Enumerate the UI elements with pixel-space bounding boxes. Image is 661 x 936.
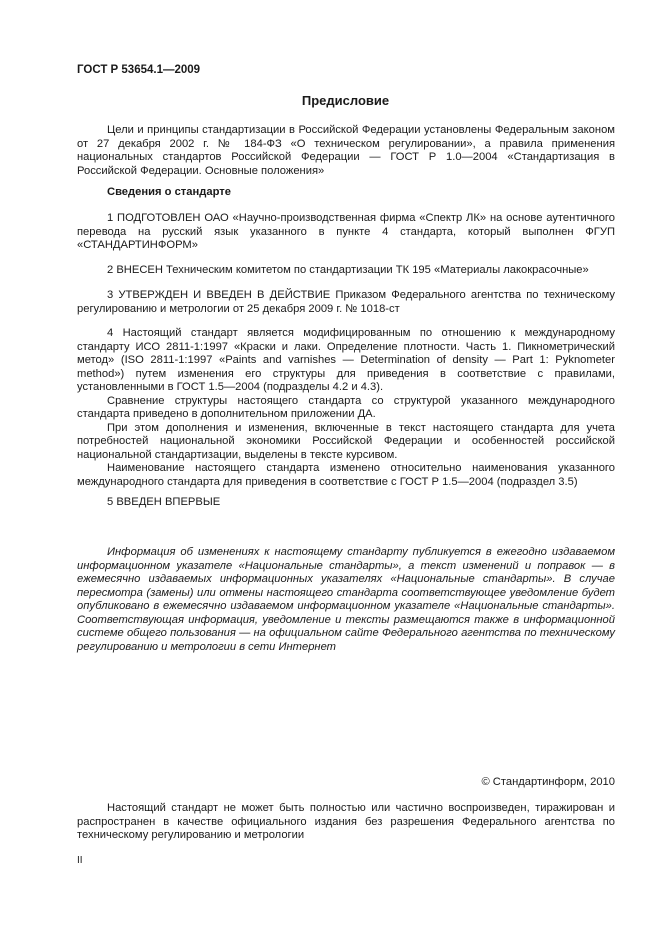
- item-1-text: 1 ПОДГОТОВЛЕН ОАО «Научно-производственная фирма «Спектр ЛК» на основе аутентичного перевода на русский язык указанного в пункте 4 стандарта, который выполнен ФГУП «СТАНДАРТИНФОРМ»: [77, 212, 615, 251]
- item-3: [77, 289, 615, 316]
- section-heading-block: [77, 186, 615, 200]
- page-number: II: [77, 855, 83, 866]
- footer-note-block: [77, 802, 615, 843]
- copyright: © Стандартинформ, 2010: [481, 776, 615, 788]
- item-4-comparison: Сравнение структуры настоящего стандарта со структурой указанного международного стандарта приведено в дополнительном приложении ДА.: [77, 394, 615, 420]
- item-4-additions: При этом дополнения и изменения, включенные в текст настоящего стандарта для учета потребностей национальной экономики Российской Федерации и особенностей российской национальной стандартизации, выделены в тексте курсивом.: [77, 421, 615, 461]
- intro-block: [77, 124, 615, 178]
- notice-block: [77, 546, 615, 654]
- item-4-text: 4 Настоящий стандарт является модифицированным по отношению к международному стандарту ИСО 2811-1:1997 «Краски и лаки. Определение плотности. Часть 1. Пикнометрический метод» (ISO 2811-1:1997 «Paints and varnishes — Determination of density — Part 1: Pyknometer method») путем изменения его структуры для приведения в соответствие с правилами, установленными в ГОСТ 1.5—2004 (подразделы 4.2 и 4.3).: [77, 327, 615, 393]
- item-5-text: 5 ВВЕДЕН ВПЕРВЫЕ: [107, 496, 221, 508]
- footer-note: Настоящий стандарт не может быть полностью или частично воспроизведен, тиражирован и распространен в качестве официального издания без разрешения Федерального агентства по техническому регулированию и метрологии: [77, 802, 615, 841]
- intro-paragraph: Цели и принципы стандартизации в Российской Федерации установлены Федеральным законом от 27 декабря 2002 г. № 184-ФЗ «О техническом регулировании», а правила применения национальных стандартов Российской Федерации — ГОСТ Р 1.0—2004 «Стандартизация в Российской Федерации. Основные положения»: [77, 124, 615, 177]
- item-2-text: 2 ВНЕСЕН Техническим комитетом по стандартизации ТК 195 «Материалы лакокрасочные»: [107, 264, 589, 276]
- item-2: [77, 264, 615, 278]
- page-title: Предисловие: [301, 93, 390, 108]
- section-heading: Сведения о стандарте: [107, 186, 231, 198]
- item-4: [77, 327, 615, 489]
- item-5: [77, 496, 615, 510]
- item-1: [77, 212, 615, 253]
- notice-text: Информация об изменениях к настоящему стандарту публикуется в ежегодно издаваемом информационном указателе «Национальные стандарты», а текст изменений и поправок — в ежемесячно издаваемых информационных указателях «Национальные стандарты». В случае пересмотра (замены) или отмены настоящего стандарта соответствующее уведомление будет опубликовано в ежемесячно издаваемом информационном указателе «Национальные стандарты». Соответствующая информация, уведомление и тексты размещаются также в информационной системе общего пользования — на официальном сайте Федерального агентства по техническому регулированию и метрологии в сети Интернет: [77, 546, 615, 653]
- item-4-title-change: Наименование настоящего стандарта изменено относительно наименования указанного международного стандарта для приведения в соответствие с ГОСТ Р 1.5—2004 (подраздел 3.5): [77, 462, 615, 488]
- item-3-text: 3 УТВЕРЖДЕН И ВВЕДЕН В ДЕЙСТВИЕ Приказом Федерального агентства по техническому регулированию и метрологии от 25 декабря 2009 г. № 1018-ст: [77, 289, 615, 315]
- document-header: ГОСТ Р 53654.1—2009: [77, 64, 201, 76]
